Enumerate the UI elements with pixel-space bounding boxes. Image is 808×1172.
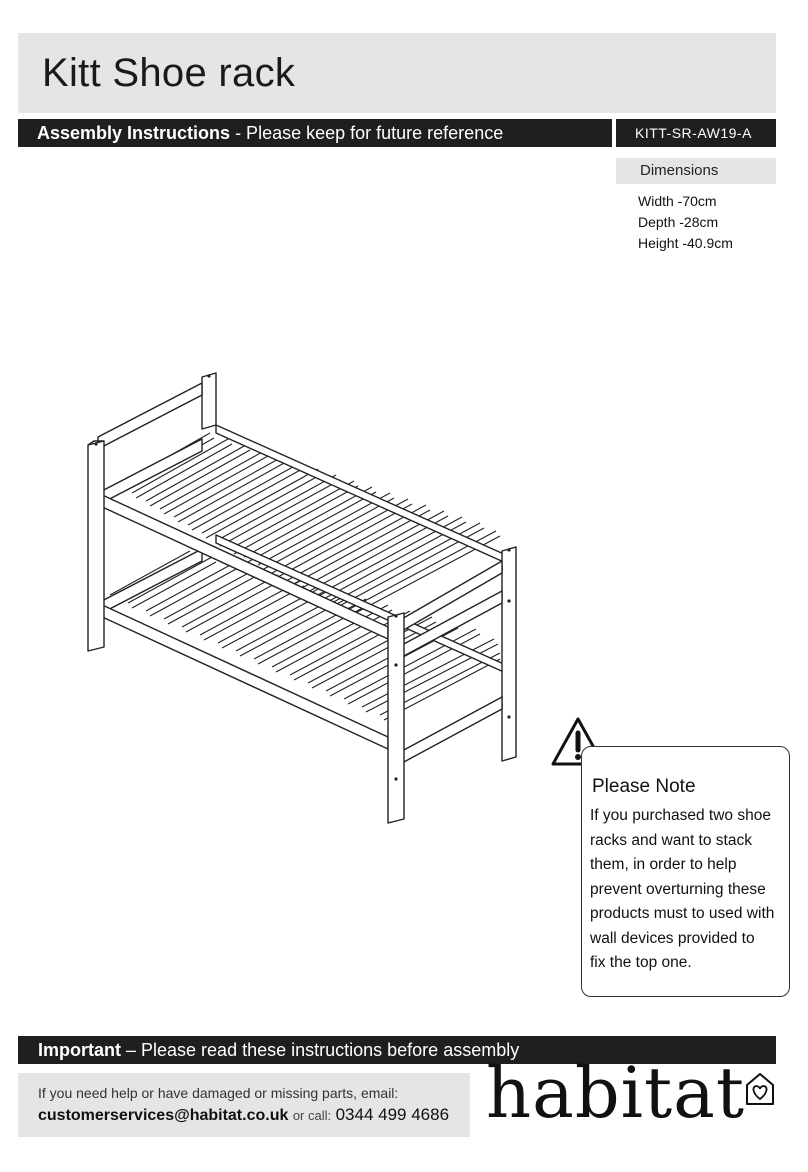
front-top-rail (98, 493, 388, 639)
note-body (590, 804, 788, 976)
note-line: racks and want to stack (590, 831, 752, 849)
back-top-rail (216, 425, 506, 563)
important-text: – Please read these instructions before assembly (121, 1040, 520, 1060)
or-call-text: or call: (292, 1108, 332, 1123)
help-text: If you need help or have damaged or missing parts, email: (38, 1085, 399, 1101)
support-phone-link[interactable]: 0344 499 4686 (335, 1105, 450, 1124)
product-code: KITT-SR-AW19-A (616, 119, 776, 147)
left-low-rail (98, 549, 202, 615)
right-armrest (388, 561, 502, 631)
subheading-bar (18, 119, 612, 147)
post-front-left (88, 441, 104, 651)
note-line: If you purchased two shoe (590, 807, 771, 824)
post-front-right (388, 613, 404, 823)
right-low-rail (402, 697, 502, 763)
note-line: products must to used with (590, 905, 775, 922)
page-title: Kitt Shoe rack (42, 51, 296, 95)
subheading-text: - Please keep for future reference (230, 123, 504, 143)
shoe-rack-illustration (80, 365, 540, 835)
left-mid-rail (98, 439, 202, 505)
front-bottom-rail (98, 603, 388, 749)
help-box (18, 1073, 470, 1137)
brand-logo: habitat (486, 1052, 746, 1134)
note-title: Please Note (592, 776, 696, 797)
dimensions-list (638, 191, 733, 254)
note-line: wall devices provided to (590, 929, 755, 947)
contact-line (38, 1105, 449, 1125)
post-back-right (502, 547, 516, 761)
subheading-bold: Assembly Instructions (37, 123, 231, 143)
dimension-depth: Depth -28cm (638, 214, 719, 230)
note-line: them, in order to help (590, 856, 737, 873)
left-armrest (98, 383, 202, 449)
note-line: prevent overturning these (590, 880, 766, 898)
house-heart-icon (744, 1071, 776, 1107)
title-band (18, 33, 776, 113)
dimensions-heading: Dimensions (616, 158, 776, 184)
support-email-link[interactable]: customerservices@habitat.co.uk (38, 1107, 289, 1124)
important-bold: Important (38, 1040, 121, 1060)
note-line: fix the top one. (590, 954, 692, 971)
post-back-left (202, 373, 216, 429)
dimension-width: Width -70cm (638, 193, 717, 209)
dimension-height: Height -40.9cm (638, 235, 733, 251)
